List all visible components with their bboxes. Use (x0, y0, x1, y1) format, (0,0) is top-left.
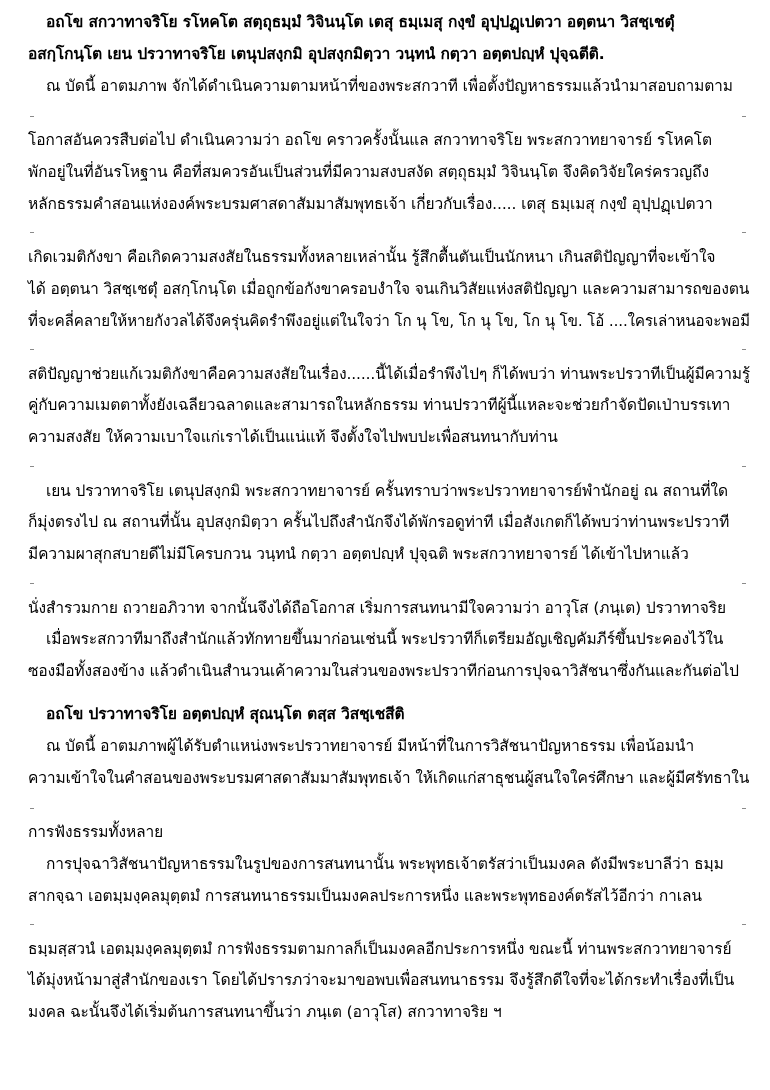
text-line: ที่จะคลี่คลายให้หายกังวลได้จึงครุ่นคิดรำพึงอยู่แต่ในใจว่า โก นุ โข, โก นุ โข, โก นุ โข. โอ้ ....ใครเล่าหนอจะพอมี (28, 312, 750, 330)
text-line: ซองมือทั้งสองข้าง แล้วดำเนินสำนวนเค้าความในส่วนของพระปรวาทีก่อนการปุจฉาวิสัชนาซึ่งกันและกันต่อไป (28, 662, 739, 680)
line-break-mark (30, 808, 34, 809)
line-break-mark (30, 583, 34, 584)
text-line: ความเข้าใจในคำสอนของพระบรมศาสดาสัมมาสัมพุทธเจ้า ให้เกิดแก่สาธุชนผู้สนใจใคร่ศึกษา และผู้มีศรัทธาใน (28, 769, 750, 787)
line-break-mark (30, 924, 34, 925)
line-break-mark (742, 349, 746, 350)
line-break-mark (742, 466, 746, 467)
text-line: ความสงสัย ให้ความเบาใจแก่เราได้เป็นแน่แท้ จึงตั้งใจไปพบปะเพื่อสนทนากับท่าน (28, 428, 558, 446)
text-line: เกิดเวมติกังขา คือเกิดความสงสัยในธรรมทั้งหลายเหล่านั้น รู้สึกตื้นตันเป็นนักหนา เกินสติปัญญาที่จะเข้าใจ (28, 248, 716, 266)
text-line: หลักธรรมคำสอนแห่งองค์พระบรมศาสดาสัมมาสัมพุทธเจ้า เกี่ยวกับเรื่อง..... เตสุ ธมฺเมสุ กงฺขํ อุปฺปฏฺเปตวา (28, 195, 713, 213)
line-break-mark (30, 466, 34, 467)
text-line: เยน ปรวาทาจริโย เตนุปสงฺกมิ พระสกวาทยาจารย์ ครั้นทราบว่าพระปรวาทยาจารย์พำนักอยู่ ณ สถานที่ใด (46, 482, 728, 500)
line-break-mark (742, 232, 746, 233)
text-line: โอกาสอันควรสืบต่อไป ดำเนินความว่า อถโข คราวครั้งนั้นแล สกวาทาจริโย พระสกวาทยาจารย์ รโหคโต (28, 131, 712, 149)
text-line: อถโข ปรวาทาจริโย อตฺตปญฺหํ สุณนฺโต ตสฺส วิสชฺเชสีติ (46, 705, 405, 723)
text-line: นั่งสำรวมกาย ถวายอภิวาท จากนั้นจึงได้ถือโอกาส เริ่มการสนทนามีใจความว่า อาวุโส (ภนฺเต) ปรวาทาจริย (28, 599, 726, 617)
text-line: พักอยู่ในที่อันรโหฐาน คือที่สมควรอันเป็นส่วนที่มีความสงบสงัด สตฺถุธมฺมํ วิจินนฺโต จึงคิดวิจัยใคร่ครวญถึง (28, 163, 709, 181)
text-line: คู่กับความเมตตาทั้งยังเฉลียวฉลาดและสามารถในหลักธรรม ท่านปรวาทีผู้นี้แหละจะช่วยกำจัดปัดเป่าบรรเทา (28, 396, 731, 414)
text-line: ได้ อตฺตนา วิสชฺเชตุํ อสกฺโกนฺโต เมื่อถูกข้อกังขาครอบงำใจ จนเกินวิสัยแห่งสติปัญญา และความสามารถของตน (28, 280, 750, 298)
text-line: ก็มุ่งตรงไป ณ สถานที่นั้น อุปสงฺกมิตฺวา ครั้นไปถึงสำนักจึงได้พักรอดูท่าที เมื่อสังเกตก็ได้พบว่าท่านพระปรวาที (28, 513, 730, 531)
text-line: ณ บัดนี้ อาตมภาพผู้ได้รับตำแหน่งพระปรวาทยาจารย์ มีหน้าที่ในการวิสัชนาปัญหาธรรม เพื่อน้อมนำ (46, 737, 695, 755)
text-line: มีความผาสุกสบายดีไม่มีโครบกวน วนฺทนํ กตฺวา อตฺตปญฺหํ ปุจฺฉติ พระสกวาทยาจารย์ ได้เข้าไปหาแล้ว (28, 545, 689, 563)
text-line: ณ บัดนี้ อาตมภาพ จักได้ดำเนินความตามหน้าที่ของพระสกวาที เพื่อตั้งปัญหาธรรมแล้วนำมาสอบถามตาม (46, 77, 733, 95)
line-break-mark (742, 583, 746, 584)
line-break-mark (30, 116, 34, 117)
text-line: มงคล ฉะนั้นจึงได้เริ่มต้นการสนทนาขึ้นว่า ภนฺเต (อาวุโส) สกวาทาจริย ฯ (28, 1003, 502, 1021)
line-break-mark (30, 349, 34, 350)
text-line: สากจฺฉา เอตมฺมงฺคลมุตฺตมํ การสนทนาธรรมเป็นมงคลประการหนึ่ง และพระพุทธองค์ตรัสไว้อีกว่า กาเลน (28, 887, 702, 905)
text-line: อสกฺโกนฺโต เยน ปรวาทาจริโย เตนุปสงฺกมิ อุปสงฺกมิตฺวา วนฺทนํ กตฺวา อตฺตปญฺหํ ปุจฺฉตีติ. (28, 45, 605, 63)
line-break-mark (742, 116, 746, 117)
text-line: เมื่อพระสกวาทีมาถึงสำนักแล้วทักทายขึ้นมาก่อนเช่นนี้ พระปรวาทีก็เตรียมอัญเชิญคัมภีร์ขึ้นประคองไว้ใน (46, 630, 724, 648)
line-break-mark (742, 924, 746, 925)
line-break-mark (742, 808, 746, 809)
text-line: การปุจฉาวิสัชนาปัญหาธรรมในรูปของการสนทนานั้น พระพุทธเจ้าตรัสว่าเป็นมงคล ดังมีพระบาลีว่า ธมฺม (46, 855, 724, 873)
line-break-mark (30, 232, 34, 233)
text-line: สติปัญญาช่วยแก้เวมติกังขาคือความสงสัยในเรื่อง......นี้ได้เมื่อรำพึงไปๆ ก็ได้พบว่า ท่านพระปรวาทีเป็นผู้มีความรู้ (28, 365, 751, 383)
text-line: การฟังธรรมทั้งหลาย (28, 823, 164, 841)
text-line: ธมฺมสฺสวนํ เอตมฺมงฺคลมุตฺตมํ การฟังธรรมตามกาลก็เป็นมงคลอีกประการหนึ่ง ขณะนี้ ท่านพระสกวาทยาจารย์ (28, 940, 732, 958)
text-line: ได้มุ่งหน้ามาสู่สำนักของเรา โดยได้ปรารภว่าจะมาขอพบเพื่อสนทนาธรรม จึงรู้สึกดีใจที่จะได้กระทำเรื่องที่เป็น (28, 971, 735, 989)
text-line: อถโข สกวาทาจริโย รโหคโต สตฺถุธมฺมํ วิจินนฺโต เตสุ ธมฺเมสุ กงฺขํ อุปฺปฏฺเปตวา อตฺตนา วิสชฺเชตุํ (46, 13, 675, 31)
